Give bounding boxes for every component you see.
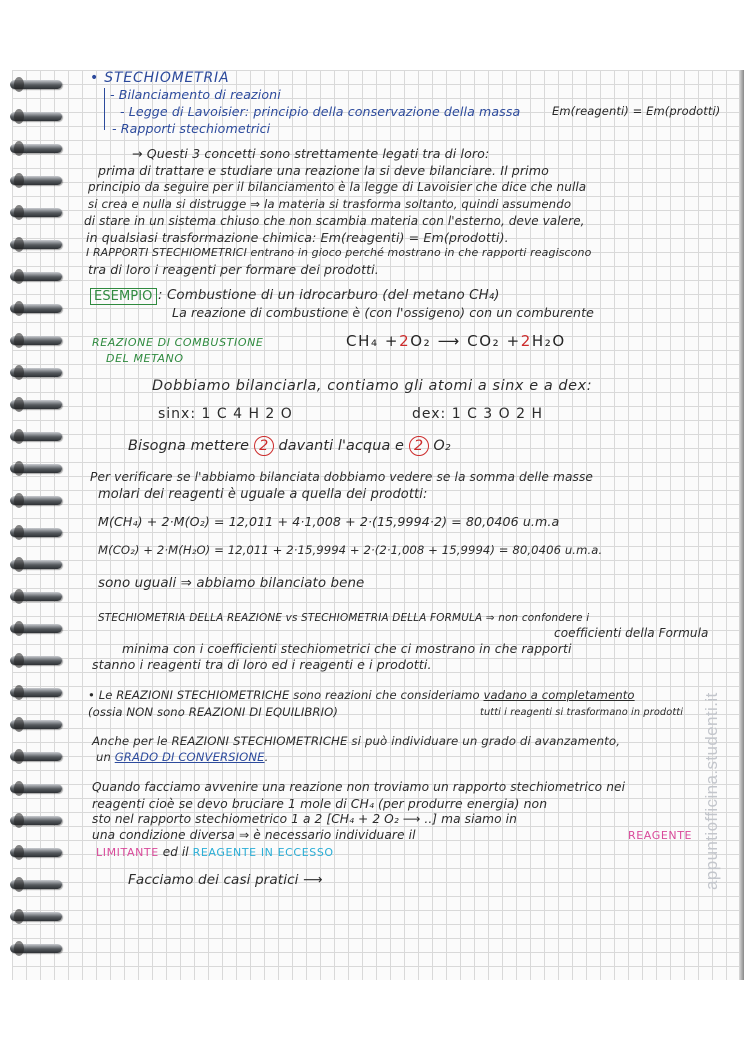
need-put-line [128, 436, 451, 456]
coefficienti-formula: coefficienti della Formula [554, 626, 709, 640]
verify-line: Per verificare se l'abbiamo bilanciata dobbiamo vedere se la somma delle masse [90, 470, 594, 484]
intro-line: in qualsiasi trasformazione chimica: Em(reagenti) = Em(prodotti). [86, 230, 509, 245]
practical-cases: Facciamo dei casi pratici ⟶ [128, 872, 323, 888]
spiral-ring [10, 400, 62, 409]
need-put-text: davanti l'acqua e [278, 438, 404, 454]
advance-text: un [96, 750, 111, 764]
limitante-word: LIMITANTE [96, 846, 159, 859]
spiral-ring [10, 144, 62, 153]
topic-lavoisier: - Legge di Lavoisier: principio della conservazione della massa [120, 104, 521, 119]
spiral-ring [10, 112, 62, 121]
spiral-ring [10, 688, 62, 697]
spiral-ring [10, 848, 62, 857]
reaction-label: REAZIONE DI COMBUSTIONE [92, 336, 264, 349]
example-label: ESEMPIO [90, 288, 157, 305]
reagente-word: REAGENTE [628, 829, 693, 842]
advance-line [96, 750, 268, 764]
spiral-ring [10, 80, 62, 89]
advance-line: Anche per le REAZIONI STECHIOMETRICHE si può individuare un grado di avanzamento, [92, 734, 621, 748]
intro-line: prima di trattare e studiare una reazione la si deve bilanciare. Il primo [98, 163, 549, 178]
example-subtitle: La reazione di combustione è (con l'ossigeno) con un comburente [172, 305, 594, 320]
reaction-label: DEL METANO [106, 352, 184, 365]
complete-line [88, 688, 635, 702]
intro-line: principio da seguire per il bilanciamento è la legge di Lavoisier che dice che nulla [88, 180, 587, 194]
spiral-ring [10, 368, 62, 377]
and-the-text: ed il [162, 845, 189, 859]
advance-text: . [264, 750, 269, 764]
complete-note: tutti i reagenti si trasformano in prodotti [480, 707, 684, 718]
excess-reagent: REAGENTE IN ECCESSO [192, 846, 334, 859]
page-edge [739, 70, 744, 980]
complete-text: • Le REAZIONI STECHIOMETRICHE sono reazioni che consideriamo [88, 688, 480, 702]
minimal-line: stanno i reagenti tra di loro ed i reagenti e i prodotti. [92, 657, 432, 672]
mass-products: M(CO₂) + 2·M(H₂O) = 12,011 + 2·15,9994 + 2·(2·1,008 + 15,9994) = 80,0406 u.m.a. [98, 543, 603, 557]
spiral-ring [10, 304, 62, 313]
topic-bracket [104, 88, 105, 130]
minimal-line: minima con i coefficienti stechiometrici che ci mostrano in che rapporti [122, 641, 572, 656]
spiral-ring [10, 912, 62, 921]
reaction-middle: O₂ ⟶ CO₂ + [410, 332, 521, 350]
need-put-text: O₂ [433, 438, 451, 454]
ratio-line: Quando facciamo avvenire una reazione non troviamo un rapporto stechiometrico nei [92, 780, 626, 794]
limitante-line [96, 845, 334, 859]
reaction-reactant: CH₄ + [346, 332, 400, 350]
spiral-ring [10, 528, 62, 537]
intro-line: si crea e nulla si distrugge ⇒ la materia si trasforma soltanto, quindi assumendo [88, 197, 572, 211]
ratio-line: una condizione diversa ⇒ è necessario individuare il [92, 828, 416, 842]
spiral-ring [10, 272, 62, 281]
section-title: • STECHIOMETRIA [90, 70, 230, 86]
need-put-text: Bisogna mettere [128, 438, 250, 454]
intro-line: I RAPPORTI STECHIOMETRICI entrano in gioco perché mostrano in che rapporti reagiscono [86, 246, 592, 259]
lavoisier-formula: Em(reagenti) = Em(prodotti) [552, 104, 721, 118]
watermark: appuntiofficina.studenti.it [702, 692, 721, 890]
intro-line: di stare in un sistema chiuso che non scambia materia con l'esterno, deve valere, [84, 214, 585, 228]
spiral-ring [10, 816, 62, 825]
spiral-ring [10, 176, 62, 185]
complete-highlight: vadano a completamento [483, 688, 635, 702]
spiral-ring [10, 432, 62, 441]
reaction-coefficient: 2 [520, 332, 532, 350]
spiral-ring [10, 208, 62, 217]
spiral-ring [10, 784, 62, 793]
example-title: : Combustione di un idrocarburo (del metano CH₄) [158, 288, 500, 303]
topic-rapporti: - Rapporti stechiometrici [112, 121, 271, 136]
reaction-coefficient: 2 [399, 332, 411, 350]
spiral-ring [10, 560, 62, 569]
spiral-ring [10, 496, 62, 505]
spiral-ring [10, 880, 62, 889]
spiral-ring [10, 656, 62, 665]
verify-line: molari dei reagenti è uguale a quella dei prodotti: [98, 487, 428, 502]
reaction-equation [346, 332, 566, 350]
reaction-product: H₂O [531, 332, 566, 350]
spiral-ring [10, 944, 62, 953]
circled-coefficient: 2 [254, 436, 274, 456]
topic-bilanciamento: - Bilanciamento di reazioni [110, 87, 281, 102]
circled-coefficient: 2 [409, 436, 429, 456]
spiral-ring [10, 720, 62, 729]
stechiometria-comparison: STECHIOMETRIA DELLA REAZIONE vs STECHIOMETRIA DELLA FORMULA ⇒ non confondere i [98, 612, 590, 624]
spiral-ring [10, 592, 62, 601]
spiral-ring [10, 624, 62, 633]
ratio-line: reagenti cioè se devo bruciare 1 mole di CH₄ (per produrre energia) non [92, 796, 548, 811]
intro-line: → Questi 3 concetti sono strettamente legati tra di loro: [132, 146, 490, 161]
spiral-ring [10, 336, 62, 345]
intro-line: tra di loro i reagenti per formare dei prodotti. [88, 262, 379, 277]
grado-conversione: GRADO DI CONVERSIONE [114, 750, 265, 764]
equal-line: sono uguali ⇒ abbiamo bilanciato bene [98, 576, 365, 591]
spiral-binding [0, 70, 64, 980]
atoms-right: dex: 1 C 3 O 2 H [412, 406, 544, 422]
spiral-ring [10, 752, 62, 761]
mass-reagents: M(CH₄) + 2·M(O₂) = 12,011 + 4·1,008 + 2·(15,9994·2) = 80,0406 u.m.a [98, 514, 560, 529]
spiral-ring [10, 464, 62, 473]
spiral-ring [10, 240, 62, 249]
balance-line: Dobbiamo bilanciarla, contiamo gli atomi a sinx e a dex: [152, 378, 593, 394]
complete-line: (ossia NON sono REAZIONI DI EQUILIBRIO) [88, 705, 338, 719]
atoms-left: sinx: 1 C 4 H 2 O [158, 406, 293, 422]
ratio-line: sto nel rapporto stechiometrico 1 a 2 [CH₄ + 2 O₂ ⟶ ..] ma siamo in [92, 812, 517, 826]
